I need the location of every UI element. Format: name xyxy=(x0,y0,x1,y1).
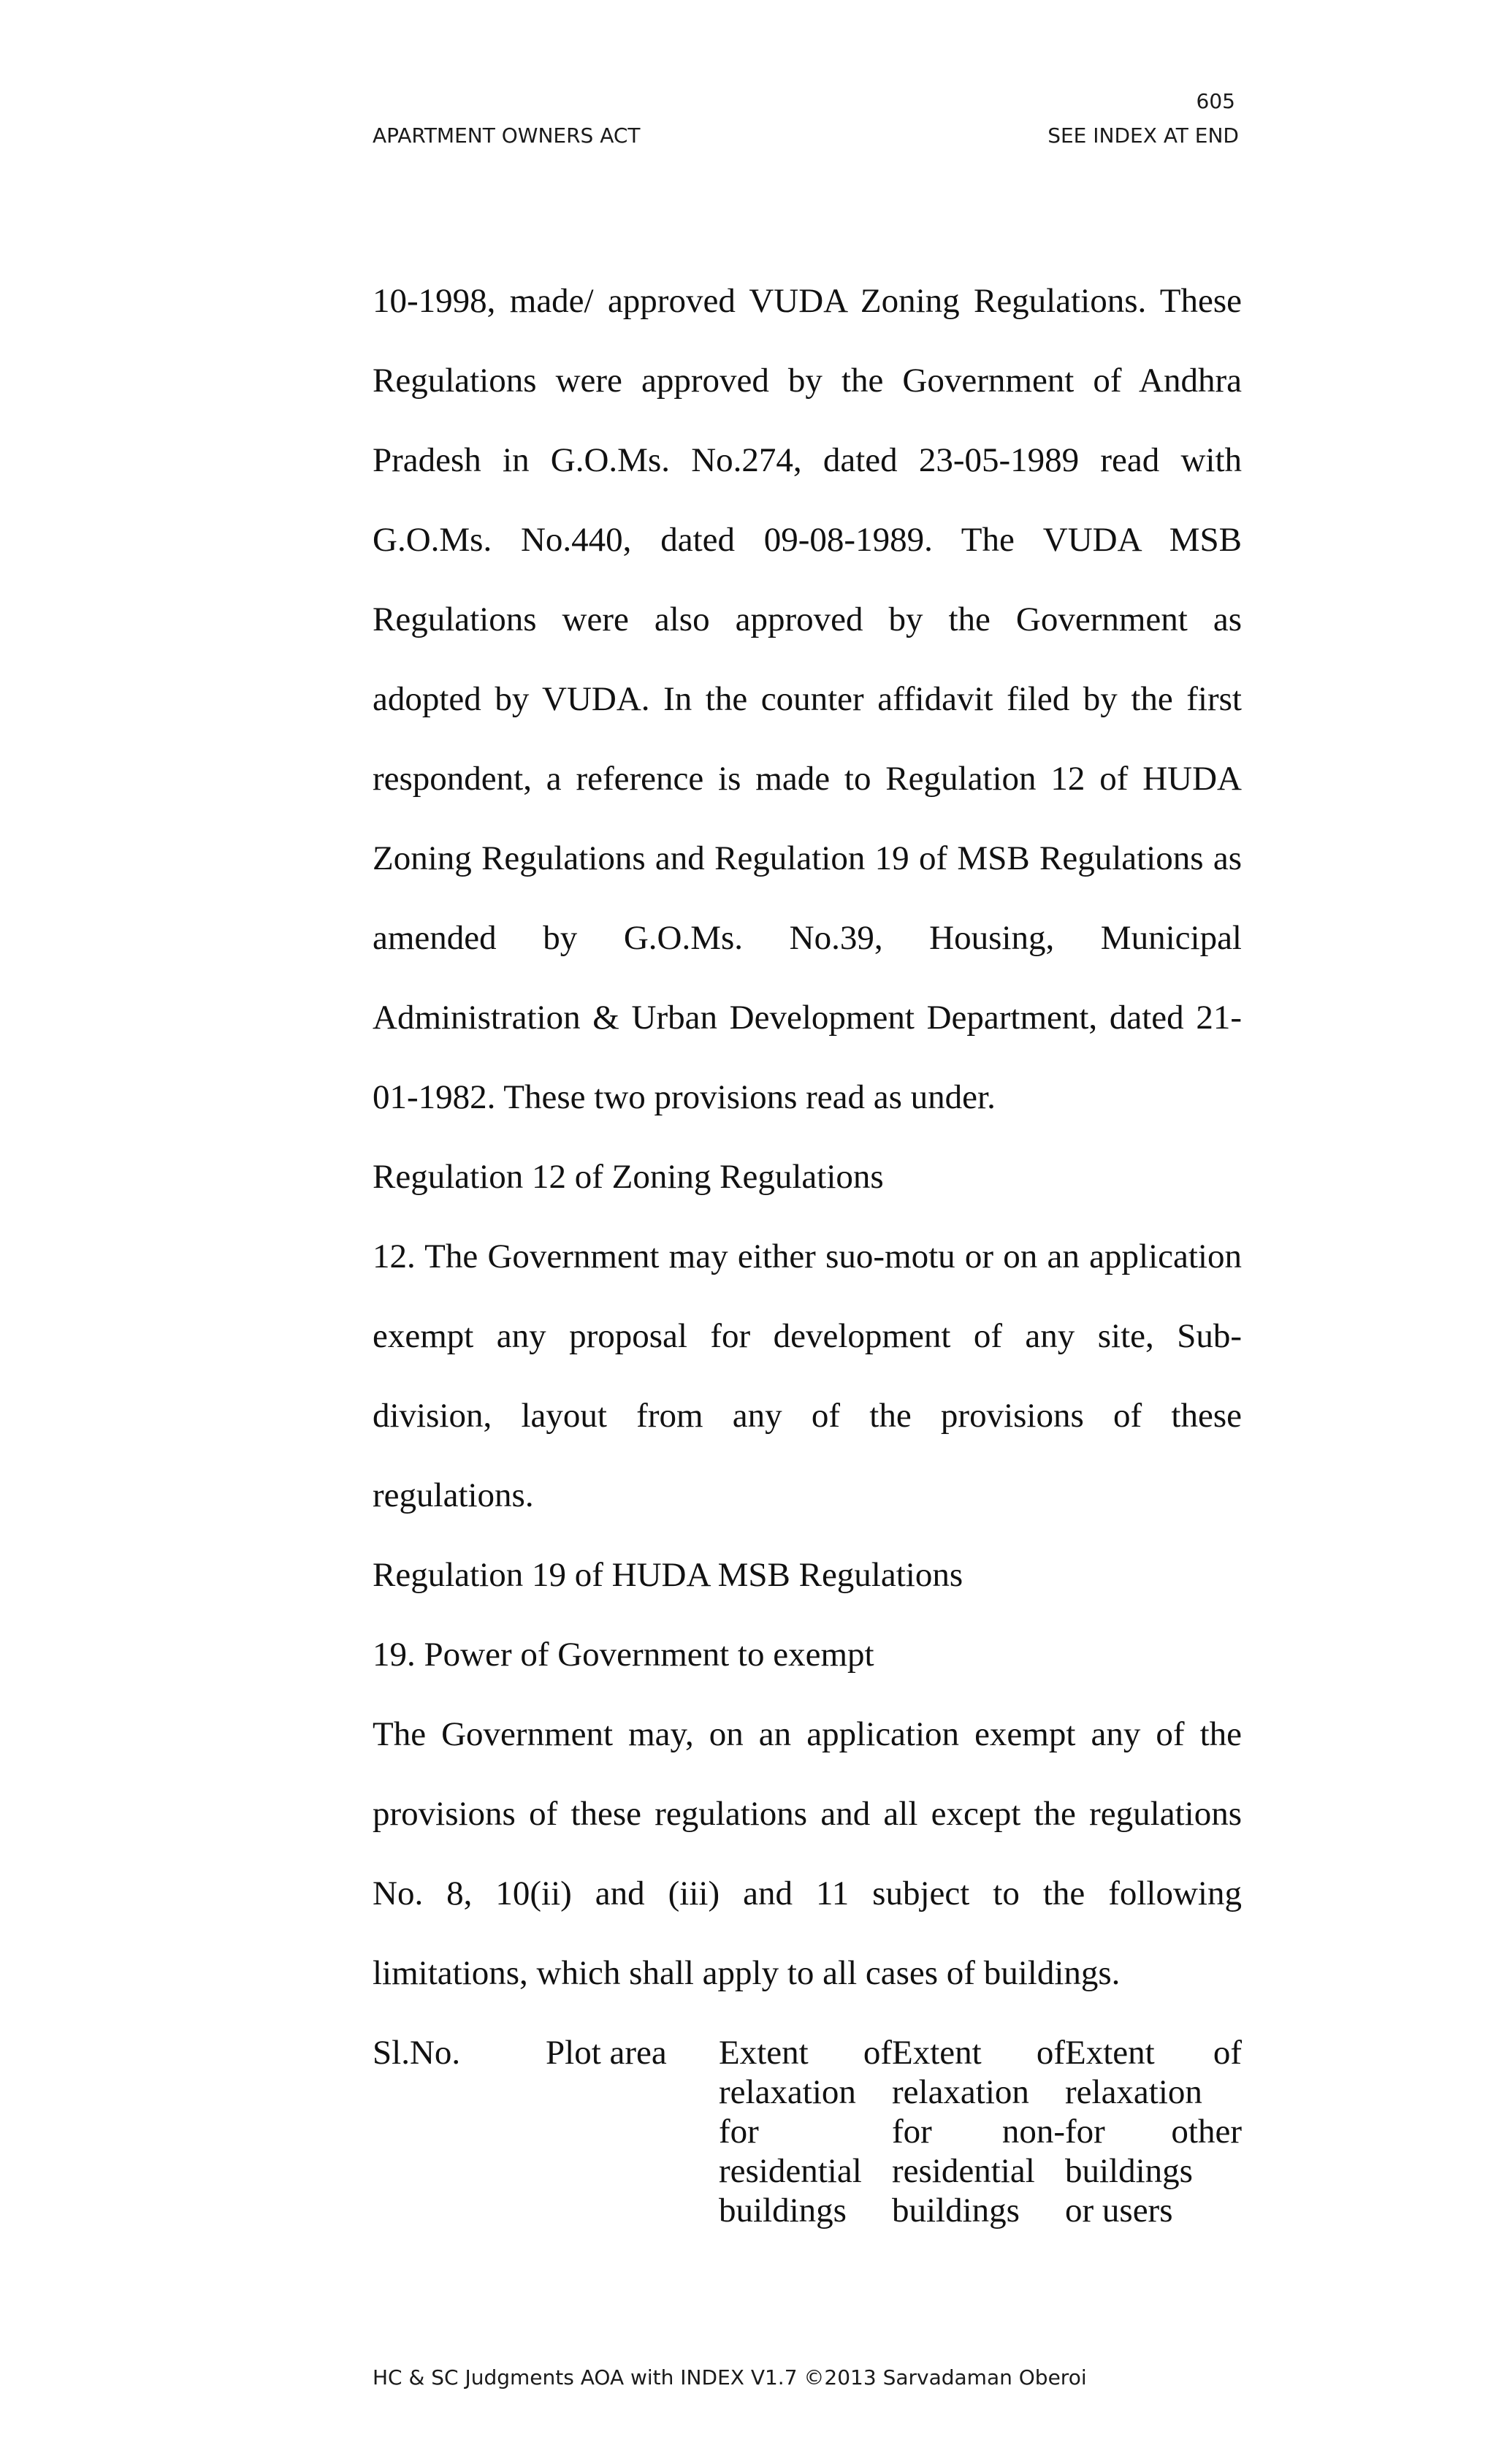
text-line: G.O.Ms. No.440, dated 09-08-1989. The VUDA MSB xyxy=(373,521,1242,559)
table-header-text: buildings xyxy=(719,2192,847,2230)
subheading-power-to-exempt: 19. Power of Government to exempt xyxy=(373,1636,874,1674)
text-line: provisions of these regulations and all except the regulations xyxy=(373,1795,1242,1833)
section-heading-regulation-12: Regulation 12 of Zoning Regulations xyxy=(373,1158,884,1196)
table-header-text: for non- xyxy=(892,2113,1065,2151)
table-header-text: relaxation xyxy=(719,2073,856,2111)
text-line: regulations. xyxy=(373,1476,534,1514)
text-line: exempt any proposal for development of any site, Sub- xyxy=(373,1317,1242,1355)
table-header-text: relaxation xyxy=(1065,2073,1202,2111)
text-line: amended by G.O.Ms. No.39, Housing, Municipal xyxy=(373,919,1242,957)
page-footer: HC & SC Judgments AOA with INDEX V1.7 ©2013 Sarvadaman Oberoi xyxy=(373,2365,1087,2389)
table-header-text: for xyxy=(719,2113,759,2151)
running-header-index-note: SEE INDEX AT END xyxy=(1047,123,1239,148)
text-line: 01-1982. These two provisions read as under. xyxy=(373,1078,996,1116)
page-body xyxy=(373,262,1242,2230)
table-header-text: buildings xyxy=(892,2192,1020,2230)
table-header-plot-area xyxy=(546,2013,719,2230)
table-header-text: Sl.No. xyxy=(373,2034,461,2072)
table-header-sl-no xyxy=(373,2013,546,2230)
intro-paragraph xyxy=(373,262,1242,1137)
table-header-non-residential xyxy=(892,2013,1065,2230)
text-line: Regulations were also approved by the Government as xyxy=(373,600,1242,638)
table-header-text: relaxation xyxy=(892,2073,1029,2111)
table-header-text: or users xyxy=(1065,2192,1173,2230)
text-line: adopted by VUDA. In the counter affidavit filed by the first xyxy=(373,680,1242,718)
table-header-text: Plot area xyxy=(546,2034,667,2072)
table-header-text: Extent of xyxy=(1065,2034,1242,2072)
table-header-text: residential xyxy=(719,2152,862,2190)
text-line: 12. The Government may either suo-motu or on an application xyxy=(373,1237,1242,1275)
table-header-text: for other xyxy=(1065,2113,1242,2151)
table-header-text: Extent of xyxy=(892,2034,1065,2072)
text-line: respondent, a reference is made to Regulation 12 of HUDA xyxy=(373,760,1242,798)
page-number: 605 xyxy=(1196,89,1235,113)
text-line: Administration & Urban Development Department, dated 21- xyxy=(373,999,1242,1037)
regulation-12-paragraph xyxy=(373,1217,1242,1536)
text-line: Regulations were approved by the Government of Andhra xyxy=(373,362,1242,400)
table-header-residential xyxy=(719,2013,892,2230)
text-line: division, layout from any of the provisions of these xyxy=(373,1397,1242,1435)
text-line: Zoning Regulations and Regulation 19 of MSB Regulations as xyxy=(373,839,1242,877)
text-line: 10-1998, made/ approved VUDA Zoning Regulations. These xyxy=(373,282,1242,320)
text-line: No. 8, 10(ii) and (iii) and 11 subject to the following xyxy=(373,1874,1242,1912)
text-line: The Government may, on an application exempt any of the xyxy=(373,1715,1242,1753)
text-line: Pradesh in G.O.Ms. No.274, dated 23-05-1989 read with xyxy=(373,441,1242,479)
section-heading-regulation-19: Regulation 19 of HUDA MSB Regulations xyxy=(373,1556,963,1594)
relaxation-table-header xyxy=(373,2013,1242,2230)
table-header-other-buildings xyxy=(1065,2013,1242,2230)
running-header-title: APARTMENT OWNERS ACT xyxy=(373,123,641,148)
text-line: limitations, which shall apply to all cases of buildings. xyxy=(373,1954,1121,1992)
regulation-19-paragraph xyxy=(373,1695,1242,2013)
table-header-text: residential xyxy=(892,2152,1035,2190)
table-header-text: buildings xyxy=(1065,2152,1193,2190)
table-header-text: Extent of xyxy=(719,2034,892,2072)
